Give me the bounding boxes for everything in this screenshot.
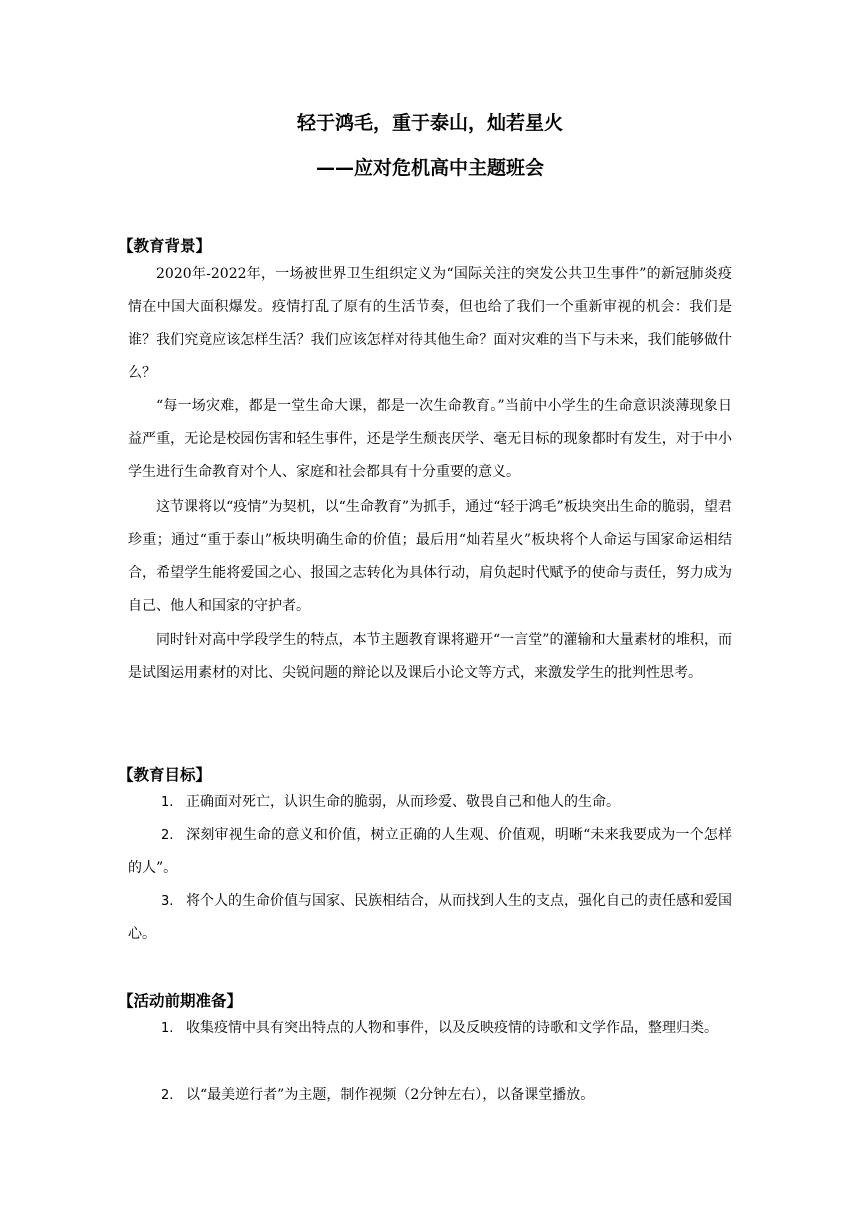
goal-item-3 [128,885,732,951]
preparation-item-2 [128,1079,732,1112]
section-heading-goals: 【教育目标】 [118,766,212,784]
document-title: 轻于鸿毛，重于泰山，灿若星火 [296,112,563,134]
goal-item-2 [128,819,732,885]
goal-item-number: 1. [161,795,174,810]
goal-item-number: 2. [161,828,174,843]
section-heading-preparation: 【活动前期准备】 [118,992,243,1010]
goal-item-text: 正确面对死亡，认识生命的脆弱，从而珍爱、敬畏自己和他人的生命。 [186,794,620,810]
background-paragraph-1: 2020年-2022年，一场被世界卫生组织定义为“国际关注的突发公共卫生事件”的新冠肺炎疫情在中国大面积爆发。疫情打乱了原有的生活节奏，但也给了我们一个重新审视的机会：我们是谁？我们究竟应该怎样生活？我们应该怎样对待其他生命？面对灾难的当下与未来，我们能够做什么？ [128,266,732,381]
background-paragraph-4: 同时针对高中学段学生的特点，本节主题教育课将避开“一言堂”的灌输和大量素材的堆积，而是试图运用素材的对比、尖锐问题的辩论以及课后小论文等方式，来激发学生的批判性思考。 [128,632,732,681]
background-paragraph-2: “每一场灾难，都是一堂生命大课，都是一次生命教育。”当前中小学生的生命意识淡薄现象日益严重，无论是校园伤害和轻生事件，还是学生颓丧厌学、毫无目标的现象都时有发生，对于中小学生进行生命教育对个人、家庭和社会都具有十分重要的意义。 [128,398,732,480]
goal-item-number: 3. [161,894,174,909]
preparation-item-text: 以“最美逆行者”为主题，制作视频（2分钟左右），以备课堂播放。 [186,1087,595,1103]
preparation-item-number: 1. [161,1021,174,1036]
section-heading-background: 【教育背景】 [118,237,212,255]
goal-item-1 [128,786,732,819]
preparation-item-text: 收集疫情中具有突出特点的人物和事件，以及反映疫情的诗歌和文学作品，整理归类。 [186,1020,718,1036]
preparation-item-number: 2. [161,1088,174,1103]
goal-item-text: 深刻审视生命的意义和价值，树立正确的人生观、价值观，明晰“未来我要成为一个怎样的人”。 [128,827,732,876]
goal-item-text: 将个人的生命价值与国家、民族相结合，从而找到人生的支点，强化自己的责任感和爱国心。 [128,893,732,942]
preparation-item-1 [128,1012,732,1045]
background-paragraph-3: 这节课将以“疫情”为契机，以“生命教育”为抓手，通过“轻于鸿毛”板块突出生命的脆弱，望君珍重；通过“重于泰山”板块明确生命的价值；最后用“灿若星火”板块将个人命运与国家命运相结合，希望学生能将爱国之心、报国之志转化为具体行动，肩负起时代赋予的使命与责任，努力成为自己、他人和国家的守护者。 [128,499,732,614]
document-subtitle: ——应对危机高中主题班会 [315,157,544,179]
